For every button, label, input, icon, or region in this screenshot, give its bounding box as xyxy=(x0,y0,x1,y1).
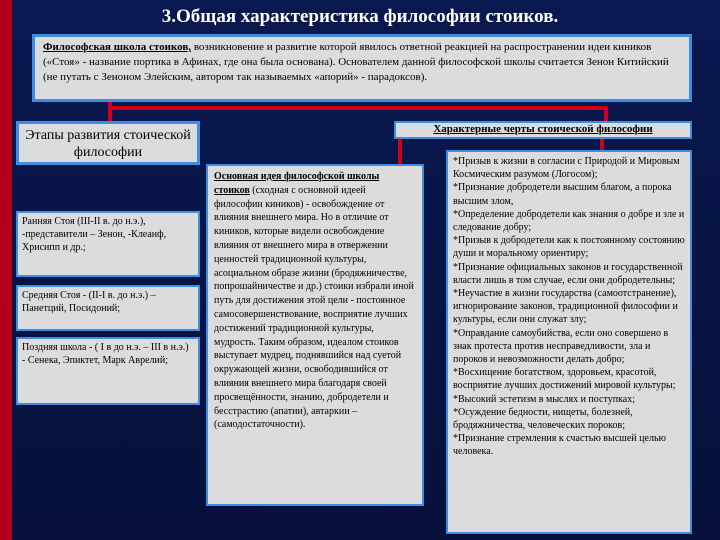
trait-item: *Осуждение бедности, нищеты, болезней, бродяжничества, человеческих пороков; xyxy=(453,406,633,432)
trait-item: *Неучастие в жизни государства (самоотстранение), игнорирование законов, традиционной философии и культуры, если они служат злу; xyxy=(453,288,678,326)
intro-heading: Философская школа стоиков, xyxy=(43,41,192,53)
connector-line xyxy=(108,106,608,110)
main-idea-box xyxy=(206,164,424,506)
stage-late: Поздняя школа - ( I в до н.э. – III в н.э.) - Сенека, Эпиктет, Марк Аврелий; xyxy=(16,337,200,405)
page-title: 3.Общая характеристика философии стоиков. xyxy=(161,6,559,27)
intro-box xyxy=(32,34,692,102)
trait-item: *Оправдание самоубийства, если оно совершено в знак протеста против несправедливости, зла и пороков и невозможности делать добро; xyxy=(453,327,669,366)
connector-line xyxy=(108,102,112,122)
trait-item: *Высокий эстетизм в мыслях и поступках; xyxy=(453,393,635,405)
trait-item: *Призыв к жизни в согласии с Природой и Мировым Космическим разумом (Логосом); xyxy=(453,156,680,181)
stage-early: Ранняя Стоя (III-II в. до н.э.), -представители – Зенон, -Клеанф, Хрисипп и др.; xyxy=(16,211,200,277)
connector-line xyxy=(604,106,608,122)
trait-item: *Признание добродетели высшим благом, а порока высшим злом, xyxy=(453,182,672,207)
stages-title-box: Этапы развития стоической философии xyxy=(16,121,200,165)
stage-middle: Средняя Стоя - (II-I в. до н.э.) – Панетций, Посидоний; xyxy=(16,285,200,331)
connector-line xyxy=(398,139,402,165)
trait-item: *Признание стремления к счастью высшей целью человека. xyxy=(453,433,666,458)
trait-item: *Признание официальных законов и государственной власти лишь в том случае, если они добродетельны; xyxy=(453,261,683,286)
trait-item: *Восхищение богатством, здоровьем, красотой, восприятие лучших достижений мировой культуры; xyxy=(453,367,676,392)
trait-item: *Определение добродетели как знания о добре и зле и следование добру; xyxy=(453,208,685,234)
intro-text: возникновение и развитие которой явилось ответной реакцией на распространении идеи киников («Стоя» - название портика в Афинах, где она была основана). Основателем данной философской школы считается Зенон Китийский (не путать с Зеноном Элейским, автором так называемых «апорий» - парадоксов). xyxy=(43,41,669,83)
traits-title-box: Характерные черты стоической философии xyxy=(394,121,692,139)
main-idea-heading: Основная идея философской школы стоиков xyxy=(214,171,380,196)
trait-item: *Призыв к добродетели как к постоянному состоянию души и моральному ориентиру; xyxy=(453,235,685,260)
left-accent-bar xyxy=(0,0,12,540)
main-idea-text: (сходная с основной идеей философии киников) - освобождение от влияния внешнего мира. Но в отличие от киников, которые видели освобождение влияния от внешнего мира в отвержении ценностей традиционной культуры, асоциальном образе жизни (бродяжничестве, попрошайничестве и др.) стоики избрали иной путь для достижения этой цели - постоянное самосовершенствование, восприятие лучших достижений традиционной культуры, мудрость. Таким образом, идеалом стоиков выступает мудрец, поднявшийся над суетой окружающей жизни, освободившийся от влияния внешнего мира благодаря своей просвещённости, знанию, добродетели и бесстрастию (апатии), автаркии – (самодостаточности). xyxy=(214,184,414,431)
traits-list xyxy=(446,150,692,534)
